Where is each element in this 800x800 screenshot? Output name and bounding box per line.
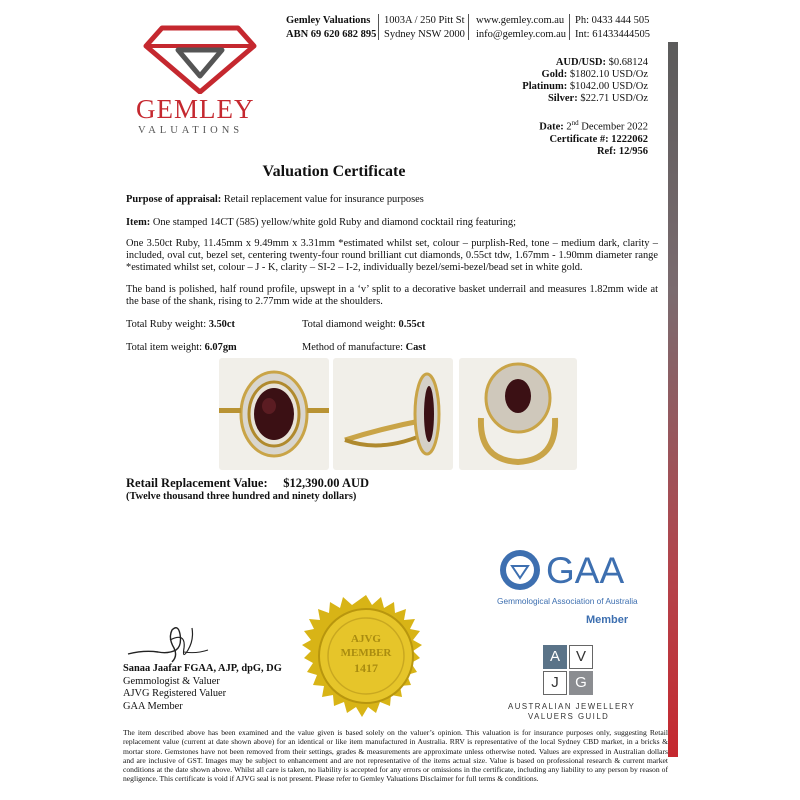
header-divider <box>569 14 570 40</box>
company-abn: ABN 69 620 682 895 <box>286 29 377 40</box>
company-logo <box>130 22 270 137</box>
ring-photo-back <box>459 358 577 470</box>
logo-subtitle: VALUATIONS <box>138 125 244 136</box>
seal-line1: AJVG <box>351 633 381 645</box>
rate-row: Gold: $1802.10 USD/Oz <box>541 69 648 80</box>
certificate-date: Date: 2nd December 2022 <box>539 119 648 133</box>
gaa-globe-icon <box>498 548 542 592</box>
signatory-role: Gemmologist & Valuer <box>123 675 220 687</box>
signature-graphic <box>124 620 214 664</box>
retail-value: Retail Replacement Value: $12,390.00 AUD <box>126 476 370 490</box>
certificate-ref: Ref: 12/956 <box>596 145 648 157</box>
web-block <box>476 14 566 42</box>
address-line2: Sydney NSW 2000 <box>384 29 465 40</box>
signatory-name: Sanaa Jaafar FGAA, AJP, dpG, DG <box>123 663 282 674</box>
signatory-block <box>123 663 282 713</box>
diamond-weight: Total diamond weight: 0.55ct <box>302 319 425 330</box>
address-line1: 1003A / 250 Pitt St <box>384 15 465 26</box>
diamond-logo-icon <box>130 22 270 94</box>
rate-row: Silver: $22.71 USD/Oz <box>547 93 648 104</box>
ajvg-tile: G <box>569 671 593 695</box>
gaa-abbreviation: GAA <box>546 550 625 591</box>
ring-back-icon <box>459 358 577 470</box>
ajvg-logo <box>543 645 595 697</box>
gaa-fullname: Gemmological Association of Australia <box>497 596 638 606</box>
band-description: The band is polished, half round profile, upswept in a ‘v’ split to a decorative basket underrail and measures 1.82mm wide at the base of the shank, rising to 2.77mm wide at the shoulders. <box>126 284 658 307</box>
intl-phone-number: Int: 61433444505 <box>575 29 650 40</box>
ajvg-line1: AUSTRALIAN JEWELLERY <box>508 702 636 711</box>
phone-block <box>575 14 650 42</box>
item-line: Item: One stamped 14CT (585) yellow/white gold Ruby and diamond cocktail ring featuring; <box>126 217 516 228</box>
website-link[interactable]: www.gemley.com.au <box>476 15 565 26</box>
ajvg-tile: A <box>543 645 567 669</box>
ajvg-line2: VALUERS GUILD <box>528 712 610 721</box>
rate-row: AUD/USD: $0.68124 <box>555 57 648 68</box>
ruby-weight: Total Ruby weight: 3.50ct <box>126 319 235 330</box>
gaa-member-label: Member <box>586 614 629 626</box>
header-divider <box>468 14 469 40</box>
phone-number: Ph: 0433 444 505 <box>575 15 650 26</box>
side-gradient-bar <box>668 42 678 757</box>
ring-front-icon <box>219 358 329 470</box>
certificate-meta <box>539 117 648 158</box>
ring-side-icon <box>333 358 453 470</box>
signatory-role: GAA Member <box>123 700 183 712</box>
header-divider <box>378 14 379 40</box>
company-name: Gemley Valuations <box>286 15 371 26</box>
signatory-role: AJVG Registered Valuer <box>123 688 227 699</box>
address-block <box>384 14 465 42</box>
market-rates <box>522 57 648 105</box>
ring-photo-front <box>219 358 329 470</box>
certificate-number: Certificate #: 1222062 <box>549 133 648 145</box>
email-link[interactable]: info@gemley.com.au <box>476 29 567 40</box>
ring-photo-side <box>333 358 453 470</box>
seal-line2: MEMBER <box>340 647 392 659</box>
disclaimer-text: The item described above has been examined and the value given is based solely on the valuer’s opinion. This valuation is for insurance purposes only, suggesting Retail replacement value (current at date shown above) for an identical or like item manufactured in Australia. RRV is representative of the local Sydney CBD market, in a bricks & mortar store. Gemstones have not been removed from their settings, grades & measurements are approximate unless otherwise noted. Values are expressed in Australian dollars and are inclusive of GST. Images may be subject to enhancement and are not representative of the items actual size. Value is based on professional research & current market conditions at the date shown above. Whilst all care is taken, no liability is accepted for any errors or omissions in the certificate, including any liability to any person by reason of negligence. This certificate is void if AJVG seal is not present. Please refer to Gemley Valuations Disclaimer for full terms & conditions. <box>123 728 668 784</box>
purpose-line: Purpose of appraisal: Retail replacement value for insurance purposes <box>126 194 424 205</box>
manufacture-method: Method of manufacture: Cast <box>302 342 426 353</box>
rate-row: Platinum: $1042.00 USD/Oz <box>522 81 648 92</box>
item-weight: Total item weight: 6.07gm <box>126 342 237 353</box>
item-description: One 3.50ct Ruby, 11.45mm x 9.49mm x 3.31mm *estimated whilst set, colour – purplish-Red, tone – medium dark, clarity – included, oval cut, bezel set, centering twenty-four round brilliant cut diamonds, 0.55ct tdw, 1.67mm - 1.90mm diameter range *estimated whilst set, colour – J - K, clarity – SI-2 – I-2, individually bezel/semi-bezel/bead set in white gold. <box>126 238 658 273</box>
ajvg-gold-seal <box>302 595 430 723</box>
retail-value-words: (Twelve thousand three hundred and ninety dollars) <box>126 491 357 502</box>
seal-line3: 1417 <box>354 661 378 675</box>
logo-wordmark: GEMLEY <box>136 94 255 124</box>
company-name-block <box>286 14 376 42</box>
ajvg-tile: J <box>543 671 567 695</box>
ajvg-tile: V <box>569 645 593 669</box>
page-title: Valuation Certificate <box>262 163 406 180</box>
gold-seal-icon <box>302 595 430 723</box>
